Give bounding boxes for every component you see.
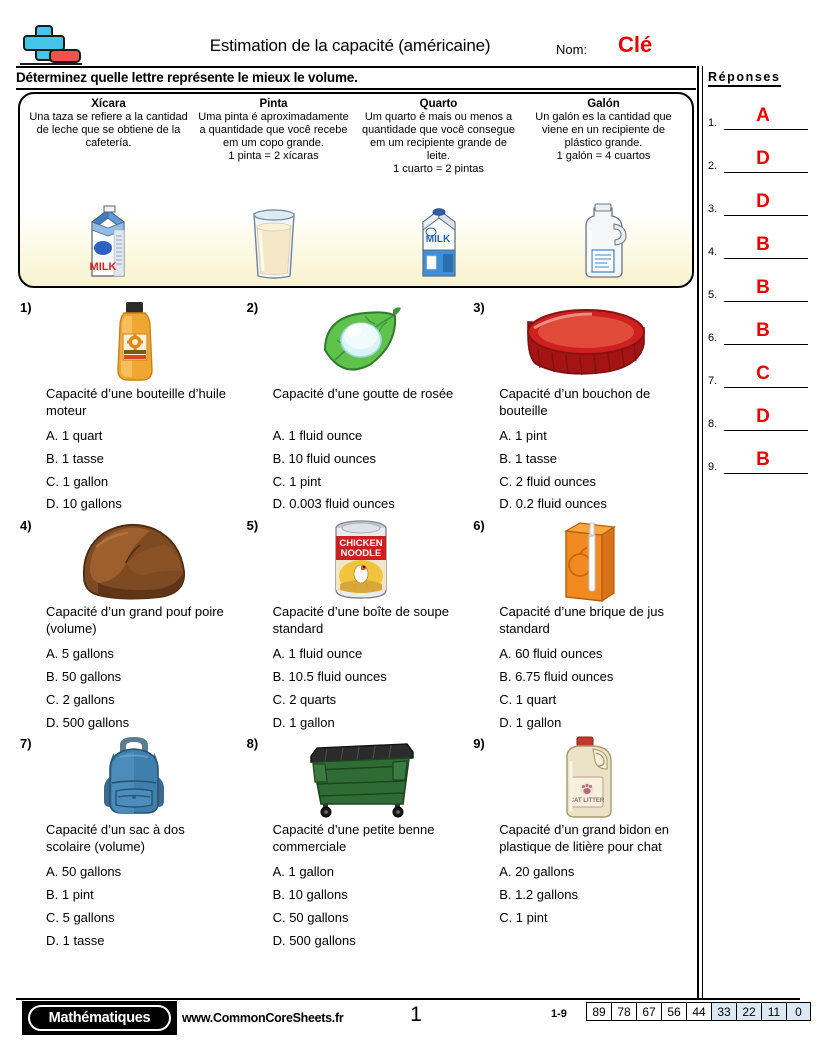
problem-prompt: Capacité d’une goutte de rosée [272, 386, 454, 401]
answer-index: 5. [708, 289, 718, 301]
choice-d[interactable]: D. 500 gallons [272, 932, 356, 948]
choice-c[interactable]: C. 2 fluid ounces [499, 473, 597, 489]
answer-index: 6. [708, 332, 718, 344]
choice-a[interactable]: A. 1 quart [46, 428, 103, 443]
problem-row [16, 298, 696, 516]
choice-d[interactable]: D. 0.003 fluid ounces [272, 496, 395, 512]
answer-value: D [756, 148, 770, 169]
instruction-divider [16, 88, 696, 90]
problem-number: 7) [20, 736, 32, 752]
answer-blank[interactable] [724, 229, 808, 259]
choice-a[interactable]: A. 20 gallons [499, 864, 575, 880]
problem-number: 4) [20, 518, 32, 534]
brand-badge [22, 1001, 177, 1035]
choice-c[interactable]: C. 2 gallons [46, 691, 115, 707]
problem-choices [273, 643, 464, 734]
choice-b[interactable]: B. 10.5 fluid ounces [272, 668, 387, 684]
reference-title: Quarto [419, 98, 458, 110]
answer-row-8 [708, 388, 808, 431]
bottle-cap-icon [495, 298, 680, 386]
score-cell: 33 [711, 1002, 736, 1021]
soup-can-icon [269, 516, 454, 604]
problem-choices [46, 425, 237, 516]
answer-row-1 [708, 87, 808, 130]
problem-number: 5) [246, 518, 259, 534]
problem-8 [243, 734, 470, 952]
choice-b[interactable]: B. 1 pint [46, 887, 94, 903]
problem-prompt: Capacité d’une brique de jus standard [499, 604, 664, 636]
page-title: Estimation de la capacité (américaine) [209, 36, 491, 55]
problem-4 [16, 516, 243, 734]
problem-number: 2) [246, 300, 259, 315]
reference-conversion: 1 galón = 4 cuartos [556, 150, 651, 162]
answer-value: C [756, 363, 770, 384]
name-label: Nom: [556, 42, 588, 57]
name-value: Clé [618, 32, 653, 57]
problem-prompt: Capacité d’un grand pouf poire (volume) [46, 604, 224, 636]
problem-9 [469, 734, 696, 952]
choice-c[interactable]: C. 5 gallons [46, 909, 115, 925]
choice-a[interactable]: A. 60 fluid ounces [499, 646, 603, 662]
choice-a[interactable]: A. 1 fluid ounce [272, 428, 363, 443]
answer-index: 8. [708, 418, 718, 430]
score-cell: 44 [686, 1002, 711, 1021]
problem-6 [469, 516, 696, 734]
answer-value: B [756, 234, 770, 255]
problem-prompt: Capacité d’une boîte de soupe standard [272, 604, 449, 636]
answer-column-divider [697, 66, 699, 998]
problem-number: 6) [473, 518, 485, 534]
milk-carton-quart-icon [411, 194, 467, 280]
reference-column-gallon [521, 98, 686, 286]
instruction-text: Déterminez quelle lettre représente le mieux le volume. [16, 70, 358, 85]
choice-d[interactable]: D. 1 gallon [499, 714, 562, 730]
problem-prompt: Capacité d’une petite benne commerciale [272, 822, 435, 854]
problem-choices [273, 861, 464, 952]
answer-value: A [756, 105, 770, 126]
reference-description: Um quarto é mais ou menos a quantidade que você consegue em um recipiente grande de leite. [362, 111, 515, 162]
choice-b[interactable]: B. 1.2 gallons [499, 887, 578, 903]
answer-blank[interactable] [724, 100, 808, 130]
problem-prompt: Capacité d’une bouteille d’huile moteur [46, 386, 226, 418]
answer-row-4 [708, 216, 808, 259]
motor-oil-bottle-icon [42, 298, 227, 386]
reference-title: Pinta [259, 98, 288, 110]
svg-text:CAT LITTER: CAT LITTER [570, 798, 605, 805]
dew-drop-leaf-icon [269, 298, 454, 386]
milk-carton-small-icon [78, 194, 140, 280]
bean-bag-chair-icon [42, 516, 227, 604]
reference-title: Galón [587, 98, 620, 110]
problem-row [16, 734, 696, 952]
backpack-icon [42, 734, 227, 822]
answer-row-9 [708, 431, 808, 474]
choice-a[interactable]: A. 50 gallons [46, 864, 122, 880]
choice-c[interactable]: C. 1 quart [499, 691, 557, 707]
reference-column-cup [26, 98, 191, 286]
problem-prompt: Capacité d’un sac à dos scolaire (volume) [46, 822, 185, 854]
choice-b[interactable]: B. 1 tasse [499, 450, 557, 466]
plus-minus-logo-icon [16, 24, 84, 68]
header-divider [16, 66, 696, 68]
choice-a[interactable]: A. 5 gallons [46, 646, 114, 662]
svg-text:CHICKEN: CHICKEN [339, 538, 383, 550]
reference-description: Uma pinta é aproximadamente a quantidade que você recebe em um copo grande. [198, 111, 349, 149]
answer-index: 9. [708, 461, 718, 473]
answer-index: 3. [708, 203, 718, 215]
problem-choices [46, 861, 237, 952]
reference-column-quart [356, 98, 521, 286]
choice-d[interactable]: D. 10 gallons [46, 496, 122, 512]
answer-value: B [756, 449, 770, 470]
score-cell: 89 [586, 1002, 611, 1021]
choice-c[interactable]: C. 50 gallons [272, 909, 349, 925]
choice-c[interactable]: C. 1 pint [272, 473, 322, 489]
answer-blank[interactable] [724, 401, 808, 431]
answer-row-2 [708, 130, 808, 173]
brand-label: Mathématiques [48, 1010, 151, 1026]
juice-box-icon [495, 516, 680, 604]
reference-description: Una taza se refiere a la cantidad de leche que se obtiene de la cafetería. [29, 111, 188, 149]
milk-jug-gallon-icon [572, 194, 636, 280]
answer-index: 7. [708, 375, 718, 387]
answer-value: B [756, 277, 770, 298]
answer-index: 1. [708, 117, 718, 129]
answer-index: 4. [708, 246, 718, 258]
problem-7 [16, 734, 243, 952]
page-footer [0, 998, 816, 1056]
reference-conversion: 1 pinta = 2 xícaras [228, 150, 319, 162]
choice-c[interactable]: C. 1 pint [499, 909, 548, 925]
problem-prompt: Capacité d’un bouchon de bouteille [499, 386, 651, 418]
choice-c[interactable]: C. 2 quarts [272, 691, 337, 707]
problem-prompt: Capacité d’un grand bidon en plastique de litière pour chat [499, 822, 670, 854]
problem-choices [499, 643, 690, 734]
answer-index: 2. [708, 160, 718, 172]
dumpster-icon [269, 734, 454, 822]
cat-litter-jug-icon [495, 734, 680, 822]
answer-blank[interactable] [724, 358, 808, 388]
answer-blank[interactable] [724, 315, 808, 345]
problem-3 [469, 298, 696, 516]
site-url: www.CommonCoreSheets.fr [182, 1011, 344, 1025]
milk-glass-icon [245, 194, 303, 280]
problem-choices [499, 425, 690, 516]
score-cell: 56 [661, 1002, 686, 1021]
score-scale [586, 1002, 811, 1021]
choice-a[interactable]: A. 1 pint [499, 428, 547, 443]
answer-row-5 [708, 259, 808, 302]
reference-description: Un galón es la cantidad que viene en un recipiente de plástico grande. [535, 111, 672, 149]
choice-d[interactable]: D. 500 gallons [46, 714, 130, 730]
score-cell: 0 [786, 1002, 811, 1021]
choice-d[interactable]: D. 1 tasse [46, 932, 105, 948]
problem-2 [243, 298, 470, 516]
score-cell: 22 [736, 1002, 761, 1021]
answer-value: B [756, 320, 770, 341]
answer-row-3 [708, 173, 808, 216]
page-header [0, 0, 816, 66]
problem-choices [46, 643, 237, 734]
choice-b[interactable]: B. 6.75 fluid ounces [499, 668, 614, 684]
answer-blank[interactable] [724, 143, 808, 173]
choice-d[interactable]: D. 1 gallon [272, 714, 335, 730]
score-cell: 11 [761, 1002, 786, 1021]
problem-number: 3) [473, 300, 485, 315]
score-cell: 78 [611, 1002, 636, 1021]
problem-5 [243, 516, 470, 734]
answer-column-divider-2 [702, 66, 703, 998]
choice-b[interactable]: B. 10 gallons [272, 887, 348, 903]
score-range-label: 1-9 [551, 1008, 567, 1020]
svg-text:MILK: MILK [89, 261, 116, 273]
choice-a[interactable]: A. 1 fluid ounce [272, 646, 363, 662]
choice-c[interactable]: C. 1 gallon [46, 473, 109, 489]
answer-row-7 [708, 345, 808, 388]
problems-grid [16, 298, 696, 998]
problem-number: 1) [20, 300, 32, 315]
choice-d[interactable]: D. 0.2 fluid ounces [499, 496, 607, 512]
problem-1 [16, 298, 243, 516]
answer-blank[interactable] [724, 186, 808, 216]
choice-b[interactable]: B. 50 gallons [46, 668, 122, 684]
page-number: 1 [410, 1003, 422, 1026]
choice-b[interactable]: B. 10 fluid ounces [272, 450, 376, 466]
score-cell: 67 [636, 1002, 661, 1021]
reference-title: Xícara [91, 98, 126, 110]
problem-row [16, 516, 696, 734]
svg-text:NOODLE: NOODLE [340, 548, 382, 560]
answers-title: Réponses [708, 70, 781, 87]
answer-blank[interactable] [724, 444, 808, 474]
answer-column [708, 68, 808, 474]
choice-a[interactable]: A. 1 gallon [272, 864, 335, 880]
problem-number: 9) [473, 736, 485, 752]
problem-choices [273, 425, 464, 516]
reference-box [18, 92, 694, 288]
answer-value: D [756, 191, 770, 212]
answer-value: D [756, 406, 770, 427]
choice-b[interactable]: B. 1 tasse [46, 450, 104, 466]
answer-blank[interactable] [724, 272, 808, 302]
problem-choices [499, 861, 690, 929]
answer-row-6 [708, 302, 808, 345]
problem-number: 8) [246, 736, 259, 752]
reference-conversion: 1 cuarto = 2 pintas [393, 163, 484, 175]
svg-text:MILK: MILK [425, 234, 450, 245]
reference-column-pint [191, 98, 356, 286]
